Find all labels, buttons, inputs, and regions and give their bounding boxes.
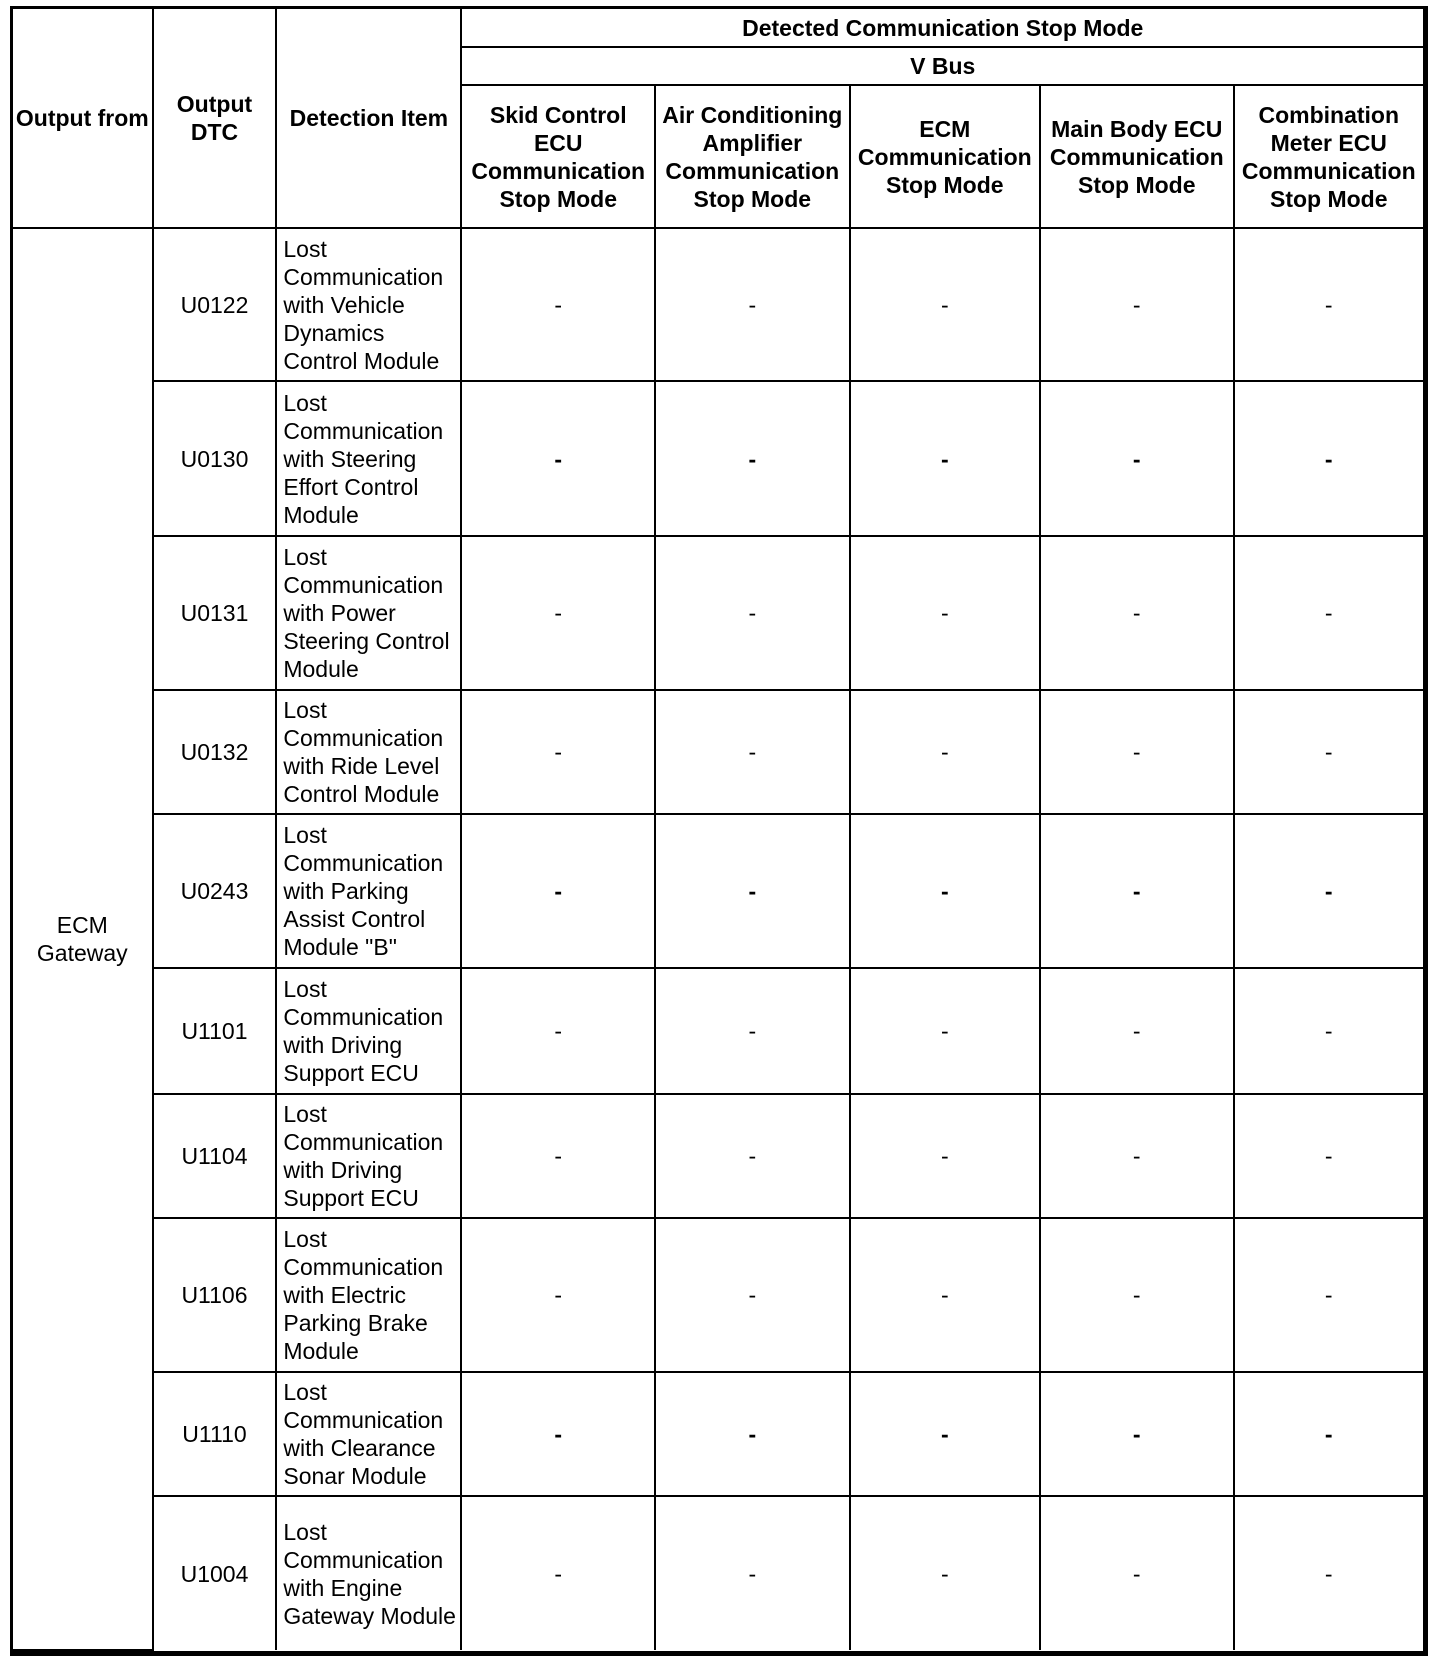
mode-cell: -	[461, 1218, 655, 1371]
mode-cell: -	[655, 536, 850, 689]
mode-cell: -	[655, 1218, 850, 1371]
table-row	[13, 968, 1423, 1094]
mode-cell: -	[850, 228, 1040, 381]
mode-cell: -	[655, 381, 850, 536]
mode-cell: -	[655, 1094, 850, 1219]
detection-item-cell: Lost Communication with Clearance Sonar Module	[276, 1372, 461, 1497]
mode-cell: -	[1040, 1094, 1234, 1219]
detection-item-cell: Lost Communication with Electric Parking Brake Module	[276, 1218, 461, 1371]
header-air-conditioning-amplifier-mode: Air Conditioning Amplifier Communication Stop Mode	[655, 85, 850, 228]
mode-cell: -	[1234, 381, 1423, 536]
mode-cell: -	[1040, 1218, 1234, 1371]
mode-cell: -	[655, 968, 850, 1094]
mode-cell: -	[655, 228, 850, 381]
header-detected-communication-stop-mode: Detected Communication Stop Mode	[461, 9, 1423, 47]
table-row	[13, 690, 1423, 815]
header-ecm-mode: ECM Communication Stop Mode	[850, 85, 1040, 228]
dtc-code-cell: U0243	[153, 814, 277, 967]
mode-cell: -	[850, 381, 1040, 536]
mode-cell: -	[461, 690, 655, 815]
mode-cell: -	[850, 968, 1040, 1094]
table-body	[13, 228, 1423, 1650]
mode-cell: -	[461, 968, 655, 1094]
mode-cell: -	[1234, 1094, 1423, 1219]
mode-cell: -	[1234, 968, 1423, 1094]
header-detection-item: Detection Item	[276, 9, 461, 228]
mode-cell: -	[850, 1372, 1040, 1497]
detection-item-cell: Lost Communication with Driving Support ECU	[276, 1094, 461, 1219]
mode-cell: -	[461, 1094, 655, 1219]
detection-item-cell: Lost Communication with Ride Level Control Module	[276, 690, 461, 815]
detection-item-cell: Lost Communication with Power Steering Control Module	[276, 536, 461, 689]
mode-cell: -	[850, 1496, 1040, 1650]
header-main-body-ecu-mode: Main Body ECU Communication Stop Mode	[1040, 85, 1234, 228]
mode-cell: -	[461, 228, 655, 381]
mode-cell: -	[850, 536, 1040, 689]
table-row	[13, 1496, 1423, 1650]
dtc-code-cell: U1104	[153, 1094, 277, 1219]
mode-cell: -	[461, 381, 655, 536]
mode-cell: -	[1040, 690, 1234, 815]
mode-cell: -	[1234, 814, 1423, 967]
mode-cell: -	[1040, 968, 1234, 1094]
mode-cell: -	[461, 814, 655, 967]
table-row	[13, 228, 1423, 381]
header-skid-control-ecu-mode: Skid Control ECU Communication Stop Mode	[461, 85, 655, 228]
mode-cell: -	[461, 1372, 655, 1497]
header-output-dtc: Output DTC	[153, 9, 277, 228]
dtc-code-cell: U1110	[153, 1372, 277, 1497]
mode-cell: -	[461, 1496, 655, 1650]
table-row	[13, 1094, 1423, 1219]
detection-item-cell: Lost Communication with Driving Support ECU	[276, 968, 461, 1094]
dtc-code-cell: U0132	[153, 690, 277, 815]
header-output-from: Output from	[13, 9, 153, 228]
mode-cell: -	[850, 814, 1040, 967]
mode-cell: -	[655, 1496, 850, 1650]
table-row	[13, 1372, 1423, 1497]
mode-cell: -	[1040, 228, 1234, 381]
table-row	[13, 536, 1423, 689]
mode-cell: -	[1234, 1496, 1423, 1650]
dtc-code-cell: U1004	[153, 1496, 277, 1650]
dtc-code-cell: U0122	[153, 228, 277, 381]
mode-cell: -	[655, 1372, 850, 1497]
detection-item-cell: Lost Communication with Steering Effort Control Module	[276, 381, 461, 536]
mode-cell: -	[850, 690, 1040, 815]
header-combination-meter-ecu-mode: Combination Meter ECU Communication Stop Mode	[1234, 85, 1423, 228]
dtc-table-frame	[10, 6, 1428, 1656]
table-row	[13, 1218, 1423, 1371]
mode-cell: -	[1040, 381, 1234, 536]
mode-cell: -	[655, 690, 850, 815]
detection-item-cell: Lost Communication with Engine Gateway Module	[276, 1496, 461, 1650]
dtc-code-cell: U1106	[153, 1218, 277, 1371]
mode-cell: -	[1234, 536, 1423, 689]
detection-item-cell: Lost Communication with Vehicle Dynamics Control Module	[276, 228, 461, 381]
mode-cell: -	[655, 814, 850, 967]
mode-cell: -	[1234, 1372, 1423, 1497]
mode-cell: -	[1040, 1372, 1234, 1497]
mode-cell: -	[1040, 536, 1234, 689]
dtc-communication-table	[13, 9, 1423, 1651]
header-v-bus: V Bus	[461, 47, 1423, 85]
detection-item-cell: Lost Communication with Parking Assist Control Module "B"	[276, 814, 461, 967]
dtc-code-cell: U0131	[153, 536, 277, 689]
mode-cell: -	[1234, 1218, 1423, 1371]
table-row	[13, 381, 1423, 536]
mode-cell: -	[461, 536, 655, 689]
table-row	[13, 814, 1423, 967]
dtc-code-cell: U1101	[153, 968, 277, 1094]
dtc-code-cell: U0130	[153, 381, 277, 536]
mode-cell: -	[1040, 1496, 1234, 1650]
mode-cell: -	[1040, 814, 1234, 967]
mode-cell: -	[850, 1094, 1040, 1219]
mode-cell: -	[1234, 228, 1423, 381]
mode-cell: -	[1234, 690, 1423, 815]
output-from-cell: ECM Gateway	[13, 228, 153, 1650]
mode-cell: -	[850, 1218, 1040, 1371]
